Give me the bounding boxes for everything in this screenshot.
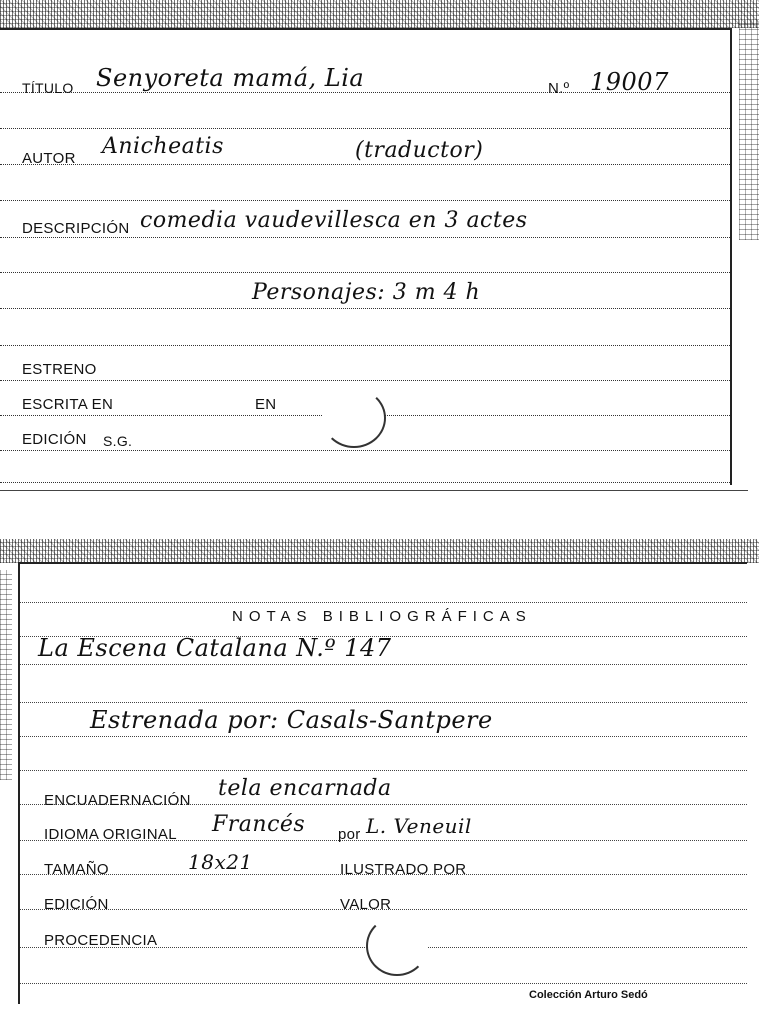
- card-separator: [0, 490, 748, 491]
- por-label: por: [338, 826, 361, 843]
- scan-noise-right: [739, 20, 759, 240]
- valor-label: VALOR: [340, 896, 392, 913]
- stamp-mark: [322, 388, 386, 448]
- nota-line-2: Estrenada por: Casals-Santpere: [90, 706, 493, 734]
- rule-line: [0, 345, 730, 346]
- personajes-value: Personajes: 3 m 4 h: [252, 280, 481, 305]
- edicion-label: EDICIÓN: [22, 431, 87, 448]
- rule-line: [0, 380, 730, 381]
- rule-line: [0, 450, 730, 451]
- idioma-label: IDIOMA ORIGINAL: [44, 826, 177, 843]
- scan-noise-top: [0, 0, 759, 28]
- scan-noise-left: [0, 570, 12, 780]
- rule-line: [20, 736, 747, 737]
- rule-line: [0, 128, 730, 129]
- ilustrado-label: ILUSTRADO POR: [340, 861, 467, 878]
- escrita-label: ESCRITA EN: [22, 396, 114, 413]
- rule-line: [0, 237, 730, 238]
- traductor-value: (traductor): [355, 138, 484, 163]
- titulo-value: Senyoreta mamá, Lia: [96, 64, 365, 92]
- por-value: L. Veneuil: [366, 814, 472, 838]
- rule-line: [0, 164, 730, 165]
- rule-line: [0, 200, 730, 201]
- tamano-value: 18x21: [188, 850, 253, 874]
- idioma-value: Francés: [212, 812, 306, 837]
- procedencia-label: PROCEDENCIA: [44, 932, 158, 949]
- autor-value: Anicheatis: [102, 134, 224, 159]
- rule-line: [20, 983, 747, 984]
- titulo-label: TÍTULO: [22, 80, 74, 96]
- rule-line: [20, 702, 747, 703]
- edicion-label-2: EDICIÓN: [44, 896, 109, 913]
- autor-label: AUTOR: [22, 150, 76, 167]
- encuadernacion-label: ENCUADERNACIÓN: [44, 792, 191, 809]
- rule-line: [20, 602, 747, 603]
- encuadernacion-value: tela encarnada: [218, 776, 392, 801]
- estreno-label: ESTRENO: [22, 361, 97, 378]
- rule-line: [20, 770, 747, 771]
- descripcion-label: DESCRIPCIÓN: [22, 220, 130, 237]
- edicion-value: S.G.: [103, 433, 133, 449]
- rule-line: [0, 308, 730, 309]
- rule-line: [0, 482, 730, 483]
- descripcion-value: comedia vaudevillesca en 3 actes: [140, 208, 528, 233]
- en-label: EN: [255, 396, 277, 413]
- stamp-mark: [366, 916, 428, 976]
- nota-line-1: La Escena Catalana N.º 147: [38, 634, 392, 662]
- rule-line: [0, 272, 730, 273]
- tamano-label: TAMAÑO: [44, 861, 109, 878]
- numero-label: N.º: [548, 80, 570, 97]
- numero-value: 19007: [590, 68, 669, 96]
- rule-line: [20, 664, 747, 665]
- scan-noise-middle: [0, 539, 759, 563]
- catalog-card-back: [18, 562, 747, 1004]
- catalog-card-front: [0, 28, 732, 485]
- collection-footer: Colección Arturo Sedó: [529, 989, 648, 1001]
- notas-heading: NOTAS BIBLIOGRÁFICAS: [232, 608, 532, 625]
